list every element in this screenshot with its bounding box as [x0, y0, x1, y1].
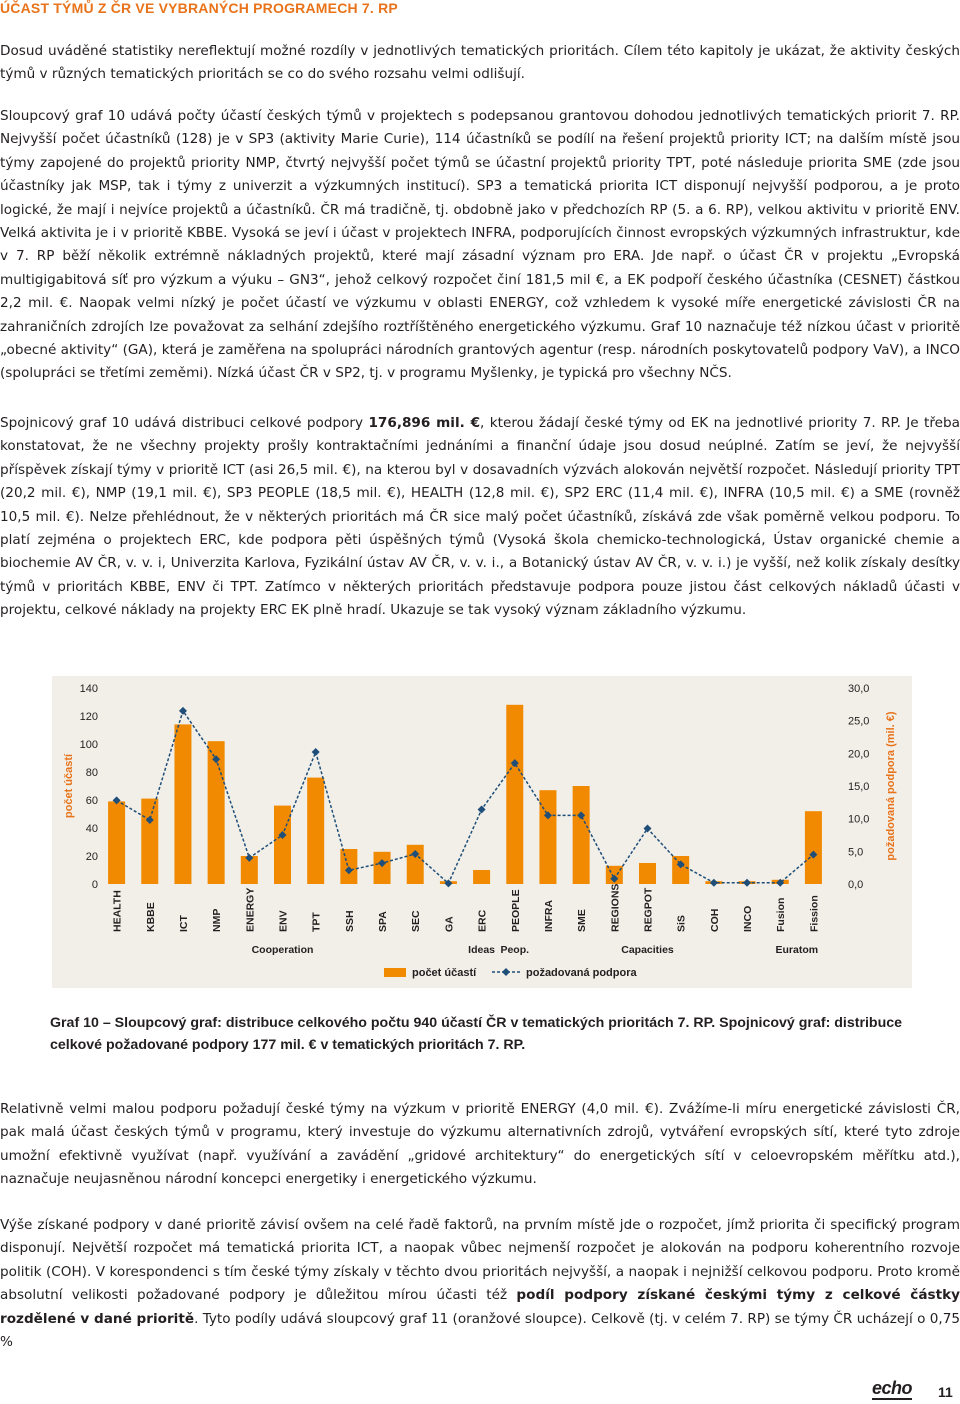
group-label: Ideas: [468, 944, 496, 956]
budget-text-start: Výše získané podpory v dané prioritě závisí ovšem na celé řadě faktorů, na prvním místě jde o rozpočet, jímž priorita či specifický program disponují. Největší rozpočet má tematická priorita ICT, a naopak vůbec nejmenší rozpočet je alokován na podporu koherentního rozvoje politik (COH). V korespondenci s tím české týmy získaly v těchto dvou prioritách nejvyšší, a naopak i nejnižší celkovou podporu. Proto kromě absolutní velikosti požadované podpory je důležitou mírou účasti též: [0, 1217, 960, 1304]
intro-paragraph: Dosud uváděné statistiky nereflektují možné rozdíly v jednotlivých tematických prioritách. Cílem této kapitoly je ukázat, že aktivity českých týmů v různých tematických prioritách se co do svého rozsahu velmi odlišují.: [0, 43, 960, 83]
support-text-start: Spojnicový graf 10 udává distribuci celkové podpory: [0, 415, 369, 431]
y-tick-label: 0: [91, 879, 98, 891]
chart-caption: Graf 10 – Sloupcový graf: distribuce celkového počtu 940 účastí ČR v tematických prioritách 7. RP. Spojnicový graf: distribuce celkové požadované podpory 177 mil. € v tematických prioritách 7. RP.: [50, 1015, 903, 1053]
bar: [108, 801, 125, 884]
bar: [672, 856, 689, 884]
bar: [639, 863, 656, 884]
echo-logo: [872, 1378, 912, 1399]
y2-tick-label: 0,0: [848, 879, 864, 891]
category-label: COH: [708, 908, 721, 932]
y2-tick-label: 30,0: [848, 683, 870, 695]
group-label: Peop.: [500, 944, 530, 956]
category-label: ENV: [277, 910, 290, 932]
budget-paragraph: [0, 1214, 960, 1354]
category-label: SME: [576, 909, 589, 932]
bar: [174, 724, 191, 884]
support-paragraph: [0, 412, 960, 623]
category-label: HEALTH: [111, 890, 124, 932]
y2-tick-label: 10,0: [848, 813, 870, 826]
category-label: SEC: [410, 910, 423, 932]
y2-tick-label: 5,0: [848, 846, 864, 859]
y-tick-label: 80: [85, 767, 98, 779]
legend-bar-swatch: [384, 968, 406, 977]
group-label: Cooperation: [251, 944, 314, 956]
bar: [274, 806, 291, 884]
chart-container: [52, 676, 912, 988]
group-label: Capacities: [621, 944, 674, 956]
category-label: REGPOT: [642, 887, 655, 932]
combo-chart: [52, 676, 912, 988]
budget-text-end: . Tyto podíly udává sloupcový graf 11 (oranžové sloupce). Celkově (tj. v celém 7. RP) se týmy ČR ucházejí o 0,75 %: [0, 1310, 960, 1351]
y-tick-label: 140: [79, 683, 98, 695]
page-number: 11: [938, 1384, 953, 1400]
category-label: SPA: [377, 911, 390, 932]
legend-line-label: požadovaná podpora: [526, 967, 637, 979]
category-label: ICT: [177, 915, 190, 932]
page-title: ÚČAST TÝMŮ Z ČR VE VYBRANÝCH PROGRAMECH 7. RP: [0, 0, 398, 16]
category-label: INFRA: [542, 899, 555, 932]
bar: [307, 778, 324, 884]
bar: [473, 870, 490, 884]
category-label: NMP: [211, 908, 224, 932]
support-total-highlight: 176,896 mil. €: [368, 415, 481, 431]
support-text-end: , kterou žádají české týmy od EK na jednotlivé priority 7. RP. Je třeba konstatovat, že ne všechny projekty prošly kontraktačními jednáními a finanční údaje jsou dosud neúplné. Zatím se jeví, že nejvyšší příspěvek získají týmy v prioritě ICT (asi 26,5 mil. €), na kterou byl v dosavadních výzvách alokován největší rozpočet. Následují priority TPT (20,2 mil. €), NMP (19,1 mil. €), SP3 PEOPLE (18,5 mil. €), HEALTH (12,8 mil. €), SP2 ERC (11,4 mil. €), INFRA (10,5 mil. €) a SME (rovněž 10,5 mil. €). Nelze přehlédnout, že v některých prioritách má ČR sice malý počet účastníků, získává zde však poměrně velkou podporu. To platí zejména o projektech ERC, kde podpora pěti úspěšných týmů (Vysoká škola chemicko-technologická, Ústav organické chemie a biochemie AV ČR, v. v. i, Univerzita Karlova, Fyzikální ústav AV ČR, v. v. i., a Botanický ústav AV ČR, v. v. i.) je vyšší, než kolik získaly desítky týmů v prioritách KBBE, ENV či TPT. Zatímco v některých prioritách představuje podpora pouze jistou část celkových nákladů účasti v projektu, celkové náklady na projekty ERC EK plně hradí. Ukazuje se tak vysoký význam základního výzkumu.: [0, 415, 960, 619]
y-tick-label: 120: [79, 711, 98, 723]
category-label: Fission: [808, 895, 821, 932]
category-label: PEOPLE: [509, 889, 522, 932]
legend-bar-label: počet účastí: [412, 967, 477, 979]
bar: [539, 790, 556, 884]
y-tick-label: 20: [85, 851, 98, 863]
category-label: ERC: [476, 909, 489, 932]
bar: [374, 852, 391, 884]
group-label: Euratom: [775, 944, 819, 956]
echo-logo-text: echo: [872, 1378, 913, 1398]
category-label: KBBE: [144, 902, 157, 932]
energy-paragraph: Relativně velmi malou podporu požadují české týmy na výzkum v prioritě ENERGY (4,0 mil. €). Zvážíme-li míru energetické závislosti ČR, pak malá účast českých týmů v programu, který investuje do výzkumu alternativních zdrojů, vytváření evropských sítí, které tyto zdroje umožní efektivně využívat (např. využívání a zavádění „gridové architektury“ do energetických sítí v celoevropském měřítku atd.), naznačuje neujasněnou národní koncepci energetiky i energetického výzkumu.: [0, 1101, 960, 1188]
y-tick-label: 40: [85, 823, 98, 835]
y2-tick-label: 25,0: [848, 715, 870, 728]
category-label: Fusion: [775, 897, 788, 932]
y2-axis-title: požadovaná podpora (mil. €): [885, 711, 897, 861]
budget-share-highlight: podíl podpory získané českými týmy z celkové částky rozdělené v dané prioritě: [0, 1287, 960, 1327]
y2-tick-label: 15,0: [848, 781, 870, 793]
y-tick-label: 100: [79, 739, 98, 751]
category-label: SSH: [343, 910, 356, 932]
y-tick-label: 60: [85, 795, 98, 807]
bar: [805, 811, 822, 884]
bar: [141, 799, 158, 884]
bar: [506, 705, 523, 884]
category-label: SiS: [675, 915, 688, 932]
y-axis-title: počet účastí: [63, 753, 75, 819]
category-label: REGIONS: [609, 883, 622, 932]
category-label: ENERGY: [244, 887, 257, 932]
category-label: TPT: [310, 912, 323, 932]
category-label: GA: [443, 916, 456, 932]
participation-paragraph: Sloupcový graf 10 udává počty účastí českých týmů v projektech s podepsanou grantovou dohodou jednotlivých tematických priorit 7. RP. Nejvyšší počet účastníků (128) je v SP3 (aktivity Marie Curie), 114 účastníků se podílí na řešení projektů priority ICT; na dalším místě jsou týmy zapojené do projektů priority NMP, čtvrtý nejvyšší počet týmů se účastní projektů priority TPT, poté následuje priorita SME (zde jsou účastníky jak MSP, tak i týmy z univerzit a výzkumných institucí). SP3 a tematická priorita ICT disponují nejvyšší podporou, a je proto logické, že mají i nejvíce projektů a účastníků. ČR má tradičně, tj. obdobně jako v předchozích RP (5. a 6. RP), velkou aktivitu v prioritě ENV. Velká aktivita je i v prioritě KBBE. Vysoká se jeví i účast v projektech INFRA, podporujících činnost evropských výzkumných infrastruktur, kde v 7. RP běží několik extrémně nákladných projektů, které mají zásadní význam pro ERA. Jde např. o účast ČR v projektu „Evropská multigigabitová síť pro výzkum a výuku – GN3“, jehož celkový rozpočet činí 181,5 mil €, a EK podpoří českého účastníka (CESNET) částkou 2,2 mil. €. Naopak velmi nízký je počet účastí ve výzkumu v oblasti ENERGY, což vzhledem k vysoké míře energetické závislosti ČR na zahraničních zdrojích lze považovat za selhání zdejšího roztříštěného energetického výzkumu. Graf 10 naznačuje též nízkou účast v prioritě „obecné aktivity“ (GA), která je zaměřena na spolupráci národních grantových agentur (resp. národních poskytovatelů podpory VaV), a INCO (spolupráci se třetími zeměmi). Nízká účast ČR v SP2, tj. v programu Myšlenky, je typická pro všechny NČS.: [0, 108, 960, 382]
bar: [573, 786, 590, 884]
category-label: INCO: [742, 905, 755, 932]
y2-tick-label: 20,0: [848, 748, 870, 761]
